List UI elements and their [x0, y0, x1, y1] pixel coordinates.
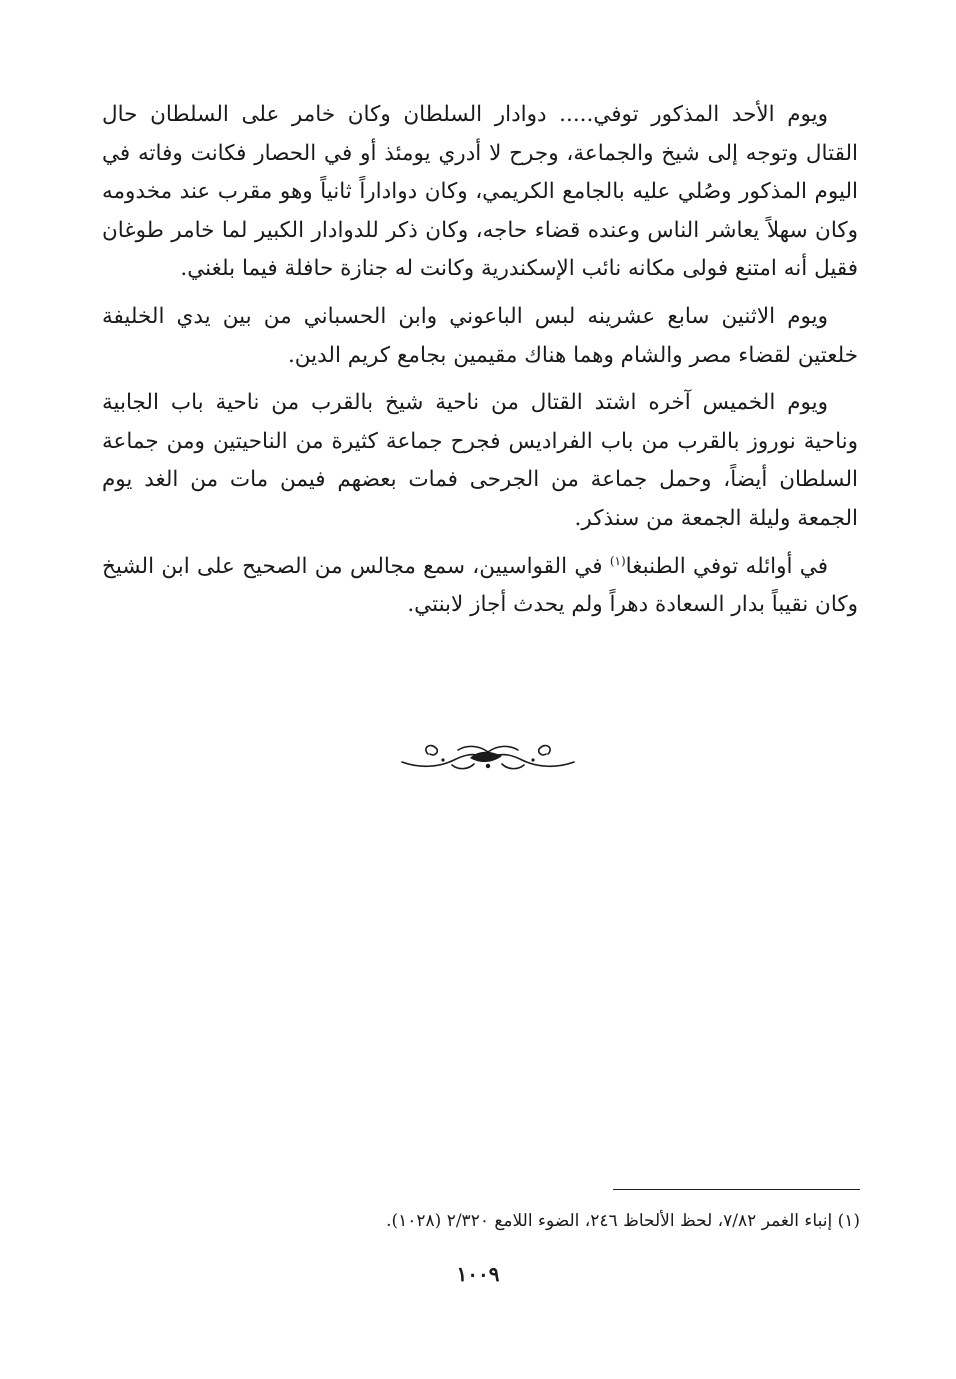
paragraph-1: ويوم الأحد المذكور توفي..... دوادار السلطان وكان خامر على السلطان حال القتال وتوجه إلى شيخ والجماعة، وجرح لا أدري يومئذ أو في الحصار فكانت وفاته في اليوم المذكور وصُلي عليه بالجامع الكريمي، وكان دواداراً ثانياً وهو مقرب عند مخدومه وكان سهلاً يعاشر الناس وعنده قضاء حاجه، وكان ذكر للدوادار الكبير لما خامر طوغان فقيل أنه امتنع فولى مكانه نائب الإسكندرية وكانت له جنازة حافلة فيما بلغني.: [102, 102, 858, 282]
main-text: [102, 96, 858, 634]
page-number: ١٠٠٩: [456, 1262, 500, 1286]
footnote-separator-rule: [613, 1189, 860, 1190]
paragraph-3: ويوم الخميس آخره اشتد القتال من ناحية شيخ بالقرب من ناحية باب الجابية وناحية نوروز بالقرب من باب الفراديس فجرح جماعة كثيرة من الناحيتين ومن جماعة السلطان أيضاً، وحمل جماعة من الجرحى فمات بعضهم فيمن مات من الغد يوم الجمعة وليلة الجمعة من سنذكر.: [102, 390, 858, 531]
floral-divider-ornament-icon: [398, 738, 578, 778]
paragraph-2: ويوم الاثنين سابع عشرينه لبس الباعوني وابن الحسباني من بين يدي الخليفة خلعتين لقضاء مصر والشام وهما هناك مقيمين بجامع كريم الدين.: [102, 303, 858, 368]
footnote: (١) إنباء الغمر ٧/٨٢، لحظ الألحاظ ٢٤٦، الضوء اللامع ٢/٣٢٠ (١٠٢٨).: [386, 1211, 860, 1231]
paragraph-4: [102, 548, 858, 625]
paragraph-4-start: في أوائله توفي الطنبغا: [625, 553, 828, 579]
footnote-reference[interactable]: (١): [609, 553, 626, 568]
paragraph-4-rest: في القواسيين، سمع مجالس من الصحيح على ابن الشيخ وكان نقيباً بدار السعادة دهراً ولم يحدث أجاز لابنتي.: [102, 553, 858, 618]
